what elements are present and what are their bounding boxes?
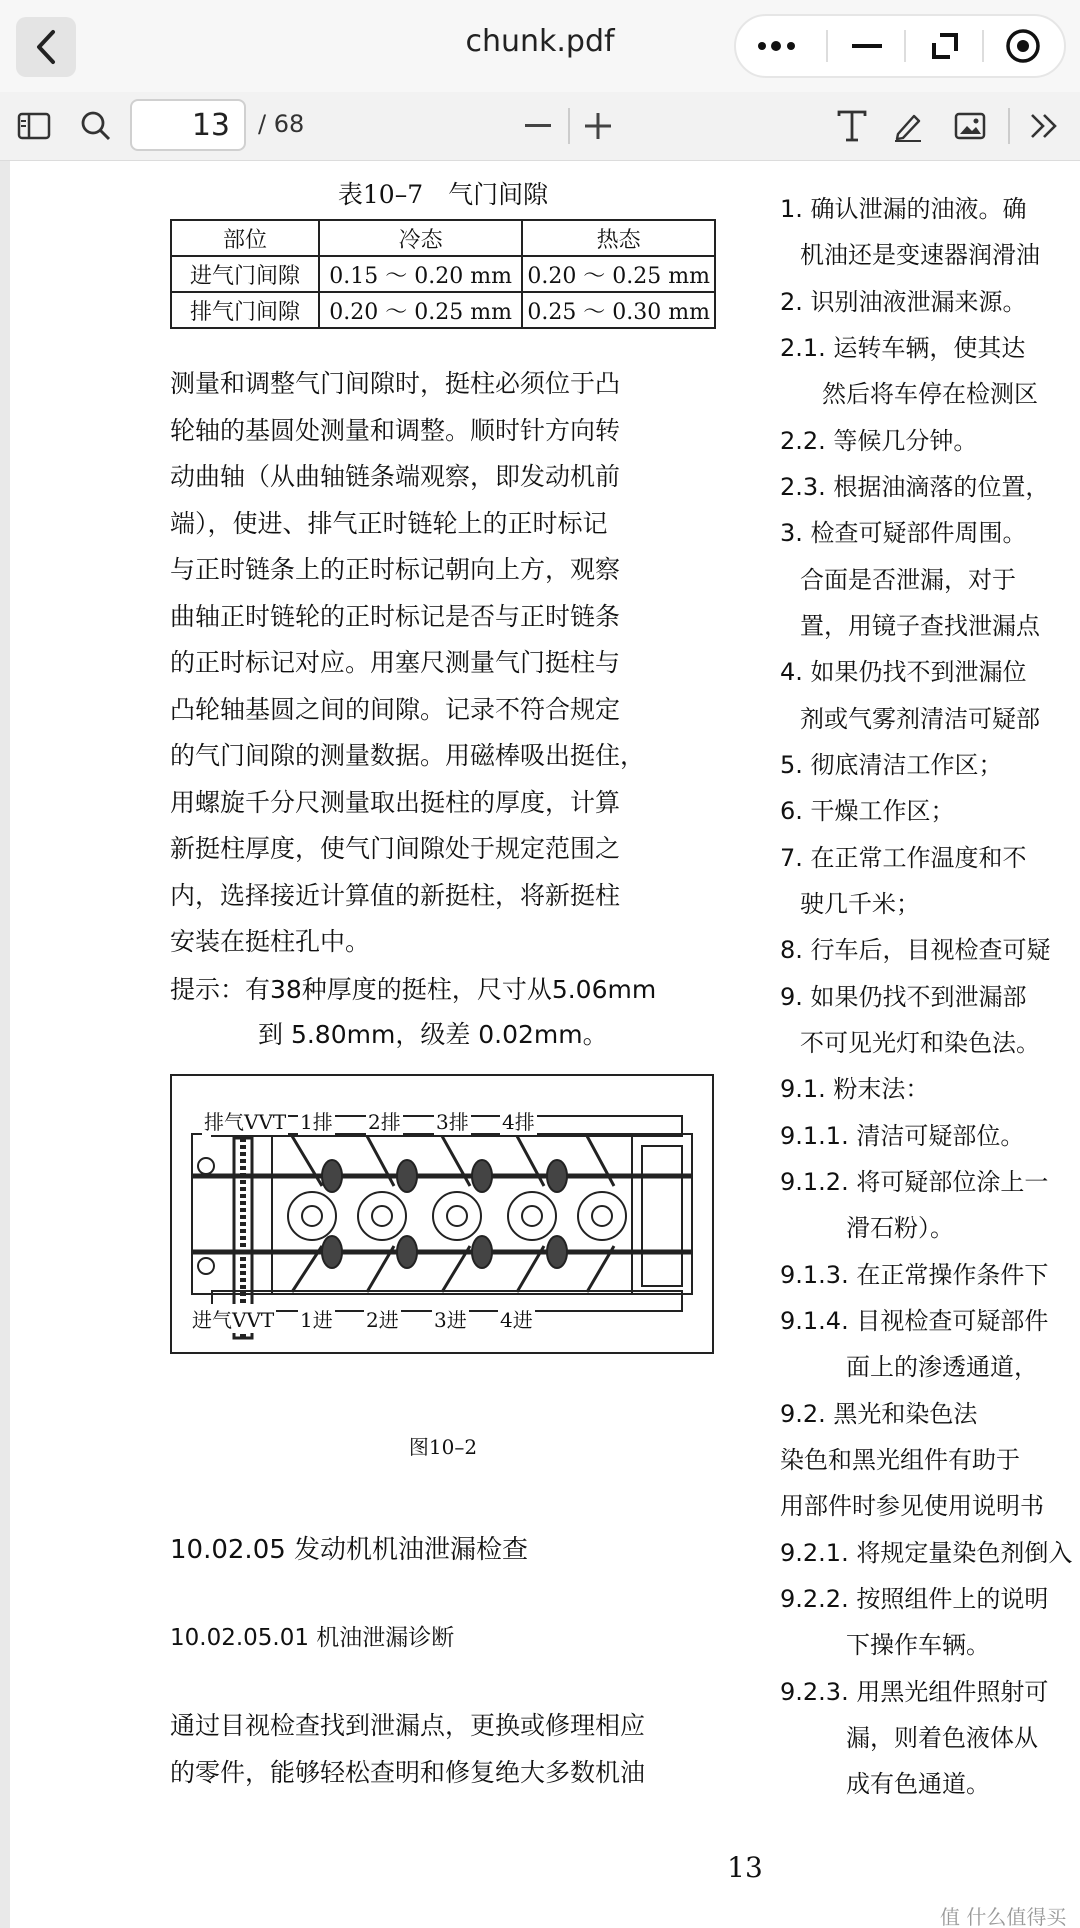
right-column-line: 然后将车停在检测区	[822, 380, 1038, 408]
more-button[interactable]	[744, 16, 814, 76]
plus-icon	[585, 113, 611, 139]
paragraph-line: 安装在挺柱孔中。	[170, 927, 371, 956]
table-cell: 0.20 ～ 0.25 mm	[522, 256, 715, 292]
tip-line: 提示：有38种厚度的挺柱，尺寸从5.06mm	[170, 975, 657, 1004]
paragraph-line: 的零件，能够轻松查明和修复绝大多数机油	[170, 1757, 646, 1787]
right-column-line: 合面是否泄漏，对于	[800, 566, 1016, 594]
section-title: 10.02.05 发动机机油泄漏检查	[170, 1535, 529, 1565]
page-total-label: / 68	[258, 110, 305, 138]
page-number-input[interactable]	[130, 99, 246, 151]
paragraph-line: 轮轴的基圆处测量和调整。顺时针方向转	[170, 415, 621, 445]
figure-label: 1排	[298, 1106, 335, 1135]
minimize-button[interactable]	[832, 16, 902, 76]
right-column-line: 2.1. 运转车辆，使其达	[780, 334, 1026, 362]
more-dots-icon	[757, 39, 801, 53]
restore-window-icon	[930, 31, 960, 61]
image-icon	[954, 112, 986, 140]
right-column-line: 9.2.1. 将规定量染色剂倒入	[780, 1539, 1073, 1567]
window-controls	[734, 14, 1066, 78]
pdf-page-view[interactable]	[0, 161, 1080, 1928]
zoom-in-button[interactable]	[574, 102, 622, 150]
table-cell: 0.15 ～ 0.20 mm	[319, 256, 522, 292]
right-column-line: 7. 在正常工作温度和不	[780, 844, 1027, 872]
watermark: 值 什么值得买	[940, 1905, 1067, 1928]
right-column-line: 9.2.2. 按照组件上的说明	[780, 1585, 1049, 1613]
search-icon	[80, 110, 112, 142]
right-column-line: 9.1.4. 目视检查可疑部件	[780, 1307, 1049, 1335]
paragraph-line: 用螺旋千分尺测量取出挺柱的厚度，计算	[170, 787, 621, 817]
table-header: 冷态	[319, 220, 522, 256]
right-column-line: 2.2. 等候几分钟。	[780, 427, 978, 455]
right-column-line: 染色和黑光组件有助于	[780, 1446, 1020, 1474]
page-number: 13	[727, 1851, 763, 1884]
paragraph-line: 内，选择接近计算值的新挺柱，将新挺柱	[170, 880, 621, 910]
figure-label: 2排	[366, 1106, 403, 1135]
image-tool-button[interactable]	[946, 102, 994, 150]
engine-diagram-figure	[170, 1074, 714, 1354]
search-button[interactable]	[72, 102, 120, 150]
right-column-line: 9.1.3. 在正常操作条件下	[780, 1261, 1049, 1289]
minus-icon	[525, 124, 551, 128]
right-column-line: 3. 检查可疑部件周围。	[780, 519, 1027, 547]
right-column-line: 9.1.1. 清洁可疑部位。	[780, 1122, 1025, 1150]
figure-label: 3进	[432, 1304, 469, 1333]
paragraph-line: 测量和调整气门间隙时，挺柱必须位于凸	[170, 369, 621, 398]
right-column-line: 下操作车辆。	[846, 1631, 990, 1659]
table-cell: 排气门间隙	[171, 292, 319, 328]
pdf-toolbar	[0, 92, 1080, 161]
paragraph-line: 与正时链条上的正时标记朝向上方，观察	[170, 555, 621, 584]
paragraph-line: 的正时标记对应。用塞尺测量气门挺柱与	[170, 648, 621, 677]
paragraph-line: 新挺柱厚度，使气门间隙处于规定范围之	[170, 834, 621, 863]
right-column-line: 用部件时参见使用说明书	[780, 1492, 1044, 1520]
right-column-line: 面上的渗透通道，	[846, 1353, 1038, 1381]
table-header-row	[171, 220, 715, 256]
valve-clearance-table	[170, 219, 716, 329]
paragraph-line: 动曲轴（从曲轴链条端观察，即发动机前	[170, 462, 621, 491]
leak-paragraph	[170, 1703, 716, 1796]
figure-label: 排气VVT	[202, 1106, 288, 1135]
table-header: 部位	[171, 220, 319, 256]
figure-label: 1进	[298, 1304, 335, 1333]
right-column-line: 5. 彻底清洁工作区；	[780, 751, 1003, 779]
right-column-line: 置，用镜子查找泄漏点	[800, 612, 1040, 640]
right-column-line: 1. 确认泄漏的油液。确	[780, 195, 1027, 223]
valve-paragraph	[170, 361, 716, 966]
text-tool-button[interactable]	[828, 102, 876, 150]
double-chevron-right-icon	[1029, 112, 1059, 140]
zoom-out-button[interactable]	[514, 102, 562, 150]
sidebar-toggle-button[interactable]	[10, 102, 58, 150]
minus-icon	[852, 42, 882, 50]
right-column-line: 滑石粉）。	[846, 1214, 954, 1242]
right-column-line: 8. 行车后，目视检查可疑	[780, 936, 1051, 964]
record-circle-icon	[1005, 28, 1041, 64]
close-button[interactable]	[988, 16, 1058, 76]
right-column-line: 2. 识别油液泄漏来源。	[780, 288, 1027, 316]
figure-label: 4排	[500, 1106, 537, 1135]
paragraph-line: 端），使进、排气正时链轮上的正时标记	[170, 508, 608, 538]
right-column-line: 9.1. 粉末法：	[780, 1075, 930, 1103]
right-column-line: 剂或气雾剂清洁可疑部	[800, 705, 1040, 733]
table-row	[171, 292, 715, 328]
more-tools-button[interactable]	[1020, 102, 1068, 150]
text-tool-icon	[837, 110, 867, 142]
right-column-line: 不可见光灯和染色法。	[800, 1029, 1040, 1057]
table-cell: 进气门间隙	[171, 256, 319, 292]
restore-button[interactable]	[910, 16, 980, 76]
right-column-line: 驶几千米；	[800, 890, 920, 918]
figure-label: 2进	[364, 1304, 401, 1333]
right-column-line: 9.1.2. 将可疑部位涂上一	[780, 1168, 1049, 1196]
table-cell: 0.25 ～ 0.30 mm	[522, 292, 715, 328]
paragraph-line: 凸轮轴基圆之间的间隙。记录不符合规定	[170, 694, 621, 724]
figure-label: 3排	[434, 1106, 471, 1135]
document-title: chunk.pdf	[465, 24, 615, 59]
paragraph-line: 的气门间隙的测量数据。用磁棒吸出挺住，	[170, 741, 646, 770]
sidebar-icon	[17, 112, 51, 140]
tip-note	[170, 967, 730, 1057]
right-column-line: 成有色通道。	[846, 1770, 990, 1798]
table-header: 热态	[522, 220, 715, 256]
paragraph-line: 曲轴正时链轮的正时标记是否与正时链条	[170, 601, 621, 631]
title-bar	[0, 0, 1080, 92]
right-column-line: 9. 如果仍找不到泄漏部	[780, 983, 1027, 1011]
figure-label: 4进	[498, 1304, 535, 1333]
table-row	[171, 256, 715, 292]
draw-tool-button[interactable]	[884, 102, 932, 150]
figure-label: 进气VVT	[190, 1304, 276, 1333]
pen-icon	[892, 110, 924, 142]
right-column-line: 9.2. 黑光和染色法	[780, 1400, 978, 1428]
figure-caption: 图10–2	[408, 1435, 478, 1459]
right-column-line: 机油还是变速器润滑油	[800, 241, 1040, 269]
right-column-line: 漏，则着色液体从	[846, 1724, 1038, 1752]
right-column-line: 2.3. 根据油滴落的位置，	[780, 473, 1050, 501]
tip-line: 到 5.80mm，级差 0.02mm。	[258, 1020, 608, 1049]
table-title: 表10–7 气门间隙	[337, 180, 549, 209]
right-column-line: 6. 干燥工作区；	[780, 797, 955, 825]
paragraph-line: 通过目视检查找到泄漏点，更换或修理相应	[170, 1711, 646, 1740]
subsection-title: 10.02.05.01 机油泄漏诊断	[170, 1625, 455, 1651]
page-gutter	[0, 161, 10, 1928]
right-column-line: 4. 如果仍找不到泄漏位	[780, 658, 1027, 686]
right-column-line: 9.2.3. 用黑光组件照射可	[780, 1678, 1049, 1706]
table-cell: 0.20 ～ 0.25 mm	[319, 292, 522, 328]
